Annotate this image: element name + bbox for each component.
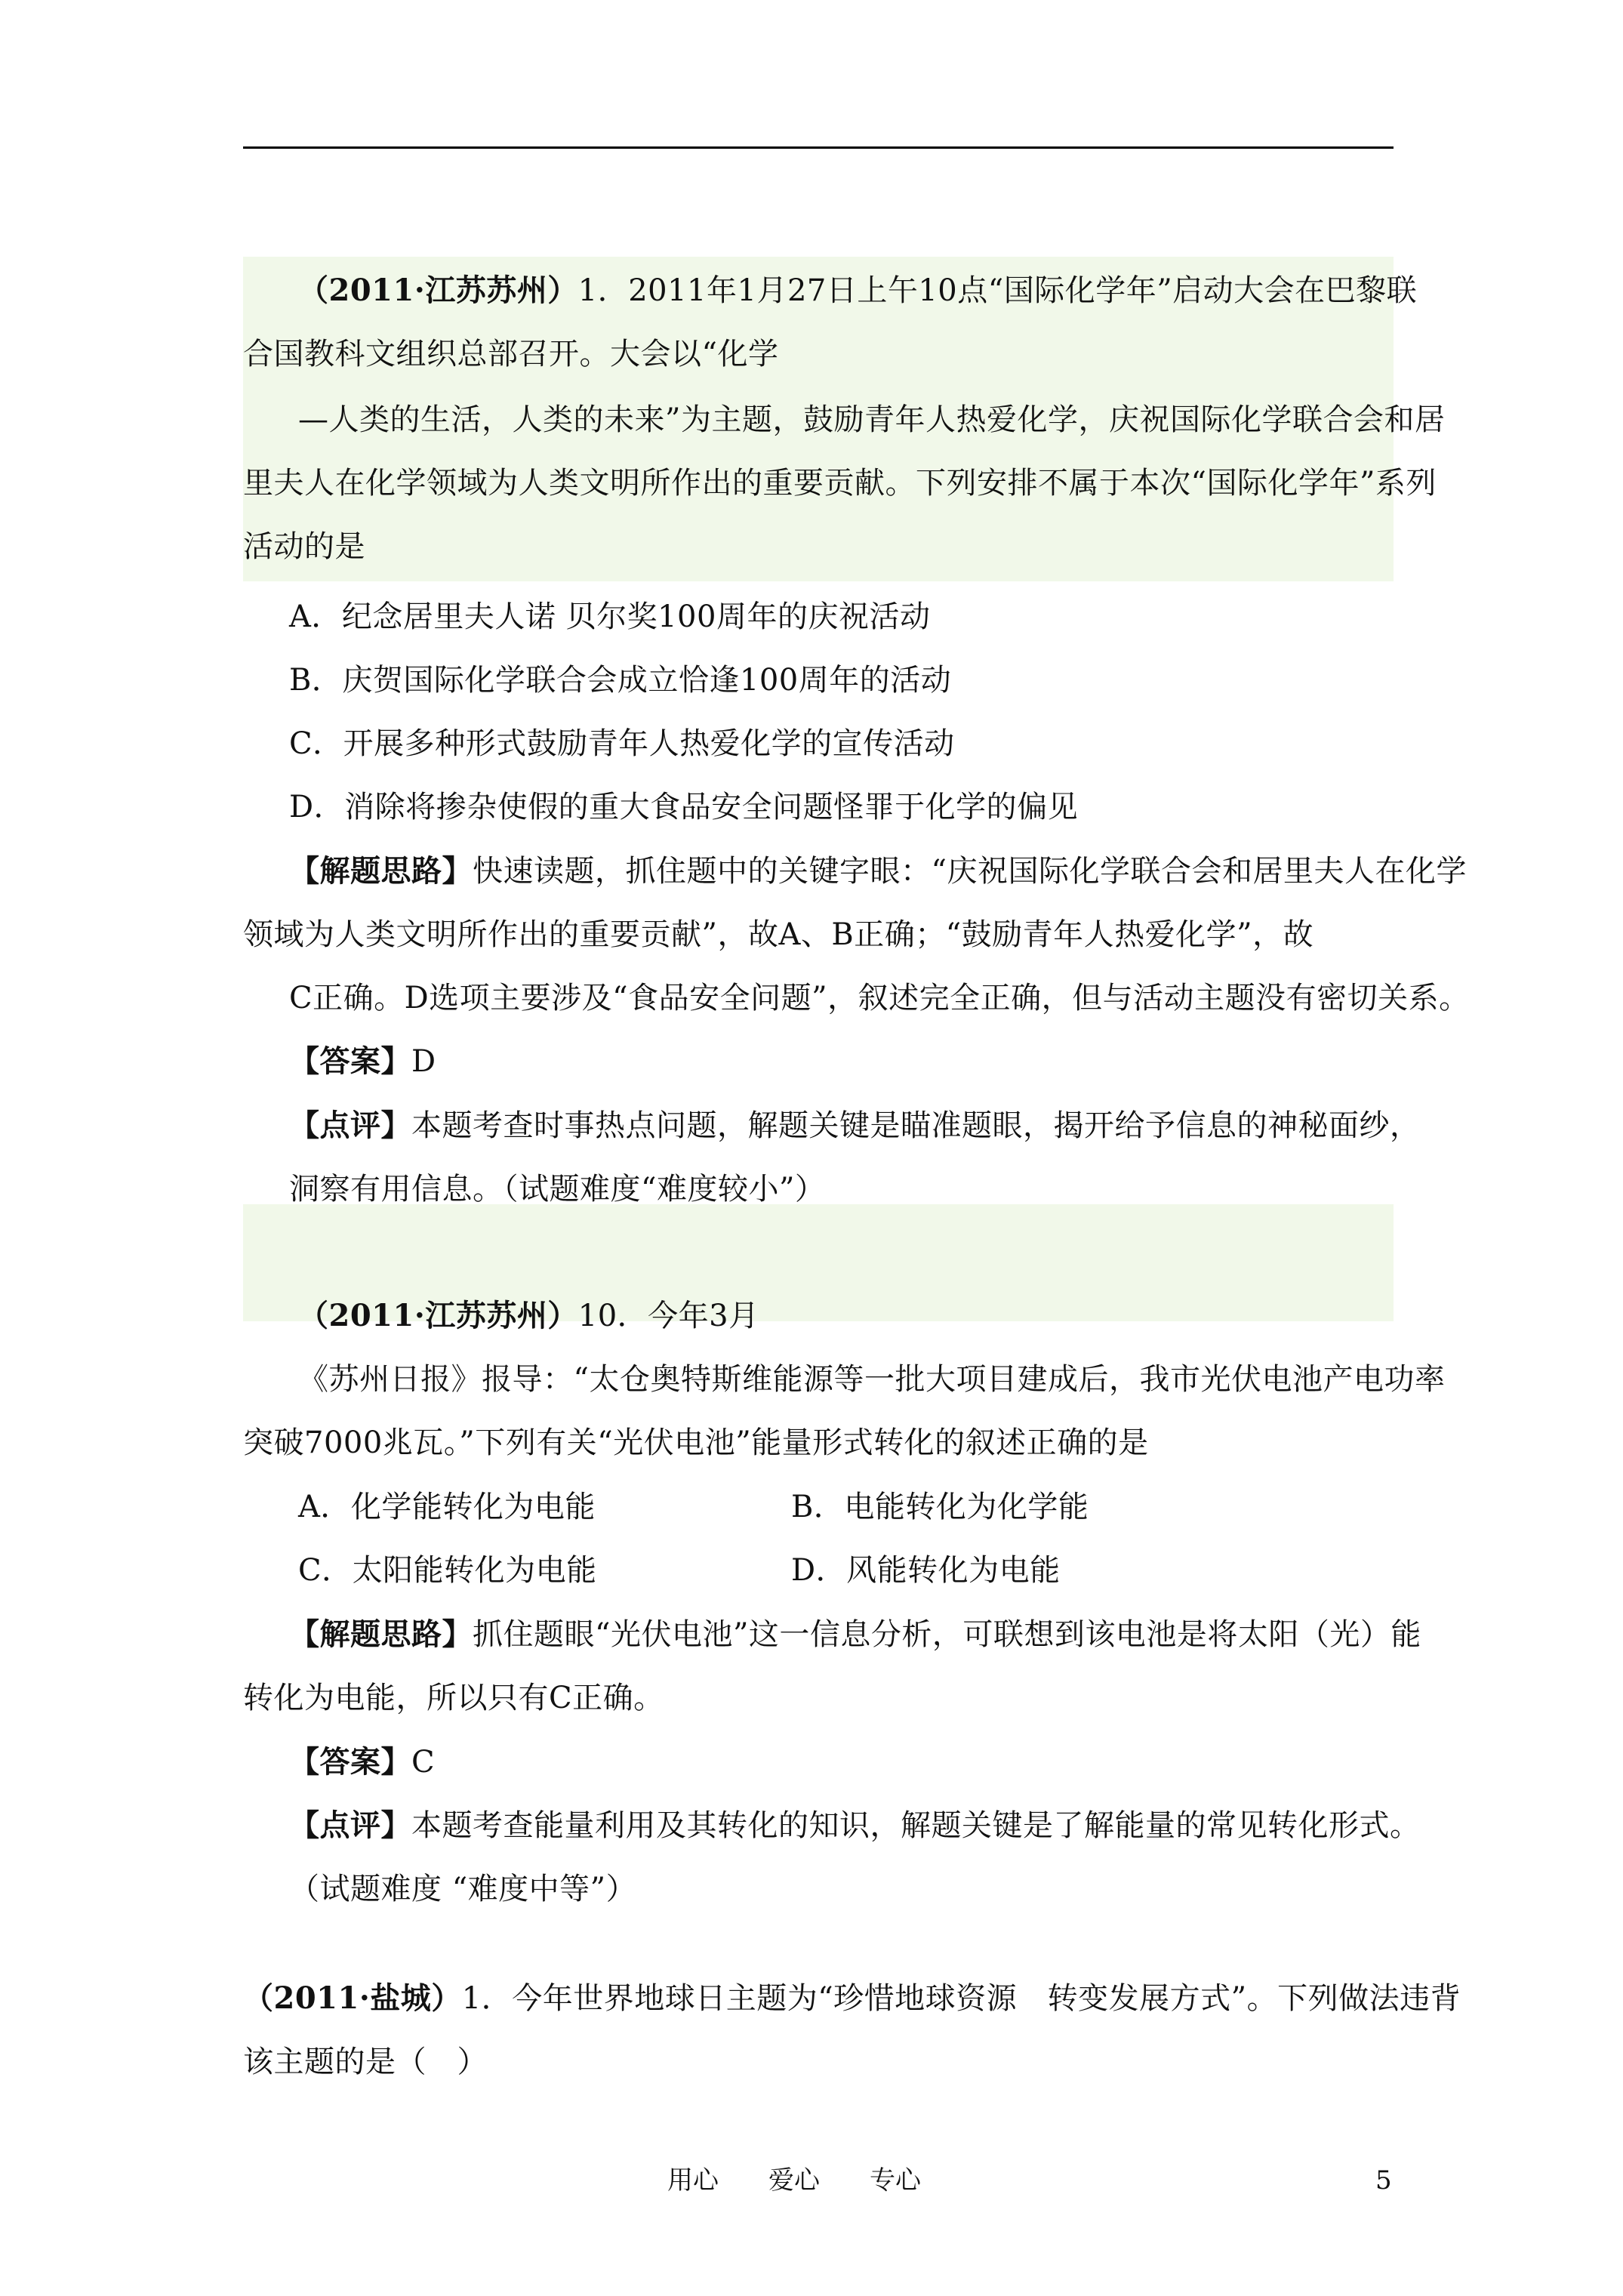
q1-stem-line-4: 里夫人在化学领域为人类文明所作出的重要贡献。下列安排不属于本次“国际化学年”系列 [243,466,1437,501]
q2-analysis-text-1: 抓住题眼“光伏电池”这一信息分析，可联想到该电池是将太阳（光）能 [473,1617,1421,1652]
q3-stem-line-1 [243,1977,1461,2020]
q2-stem-line-2: 《苏州日报》报导：“太仓奥特斯维能源等一批大项目建成后，我市光伏电池产电功率 [298,1362,1446,1397]
q1-option-b: B．庆贺国际化学联合会成立恰逢100周年的活动 [289,663,952,698]
q1-stem-line-1 [298,270,1417,312]
q2-comment-line-2: （试题难度 “难度中等”） [289,1872,637,1906]
q1-analysis-line-3: C正确。D选项主要涉及“食品安全问题”，叙述完全正确，但与活动主题没有密切关系。 [289,981,1470,1015]
q1-source: （2011·江苏苏州） [298,273,578,308]
q2-answer-label: 【答案】 [289,1744,411,1780]
q2-analysis-label: 【解题思路】 [289,1616,473,1652]
q2-comment-line-1 [289,1804,1421,1847]
q3-stem-text-1: 1．今年世界地球日主题为“珍惜地球资源 转变发展方式”。下列做法违背 [461,1981,1461,2016]
q2-stem-line-1 [298,1295,759,1337]
q2-analysis-line-1 [289,1613,1421,1656]
q2-answer-value: C [411,1745,436,1780]
q3-source: （2011·盐城） [243,1980,462,2016]
q1-analysis-text-1: 快速读题，抓住题中的关键字眼：“庆祝国际化学联合会和居里夫人在化学 [473,854,1467,889]
q1-analysis-label: 【解题思路】 [289,853,473,889]
q1-analysis-line-1 [289,850,1467,892]
q1-option-a: A．纪念居里夫人诺 贝尔奖100周年的庆祝活动 [289,599,931,634]
q1-comment-text-1: 本题考查时事热点问题，解题关键是瞄准题眼，揭开给予信息的神秘面纱， [411,1108,1421,1143]
q1-stem-line-5: 活动的是 [243,529,365,564]
q2-comment-text-1: 本题考查能量利用及其转化的知识，解题关键是了解能量的常见转化形式。 [411,1808,1421,1843]
q2-option-d: D．风能转化为电能 [791,1553,1061,1588]
q1-answer-line [289,1040,436,1083]
q1-comment-line-2: 洞察有用信息。（试题难度“难度较小”） [289,1172,826,1207]
footer-motto-2: 爱心 [768,2165,820,2196]
q2-option-a: A．化学能转化为电能 [298,1490,596,1524]
q2-source: （2011·江苏苏州） [298,1298,578,1333]
q1-answer-value: D [411,1044,436,1079]
q2-stem-line-3: 突破7000兆瓦。”下列有关“光伏电池”能量形式转化的叙述正确的是 [243,1425,1149,1460]
q1-stem-line-2: 合国教科文组织总部召开。大会以“化学 [243,337,779,371]
q2-stem-text-1: 10．今年3月 [577,1299,759,1333]
q2-answer-line [289,1741,435,1783]
q2-option-c: C．太阳能转化为电能 [298,1553,597,1588]
q1-option-d: D．消除将掺杂使假的重大食品安全问题怪罪于化学的偏见 [289,790,1079,824]
q1-comment-label: 【点评】 [289,1108,411,1143]
header-rule [243,146,1394,149]
q2-analysis-line-2: 转化为电能，所以只有C正确。 [243,1681,664,1715]
q1-stem-text-1: 1．2011年1月27日上午10点“国际化学年”启动大会在巴黎联 [577,273,1418,308]
q1-comment-line-1 [289,1105,1421,1147]
q1-answer-label: 【答案】 [289,1043,411,1079]
q1-analysis-line-2: 领域为人类文明所作出的重要贡献”，故A、B正确；“鼓励青年人热爱化学”，故 [243,917,1314,952]
q2-option-b: B．电能转化为化学能 [791,1490,1089,1524]
footer-motto-3: 专心 [870,2165,921,2196]
footer-motto-1: 用心 [667,2165,719,2196]
page-number: 5 [1375,2165,1392,2196]
q3-stem-line-2: 该主题的是（ ） [243,2045,488,2079]
q2-comment-label: 【点评】 [289,1808,411,1843]
q1-stem-line-3: —人类的生活，人类的未来”为主题，鼓励青年人热爱化学，庆祝国际化学联合会和居 [298,402,1446,437]
q1-option-c: C．开展多种形式鼓励青年人热爱化学的宣传活动 [289,726,955,761]
